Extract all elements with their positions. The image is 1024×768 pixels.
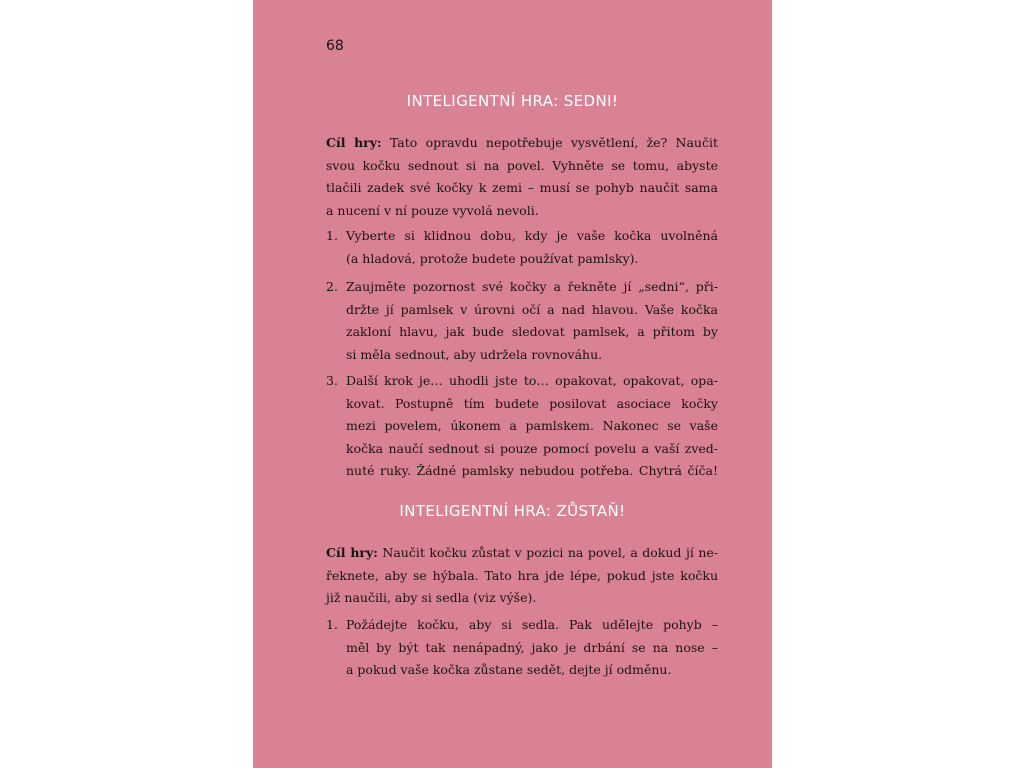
list-item-number: 3.: [326, 373, 338, 388]
goal-label: Cíl hry:: [326, 545, 378, 560]
list-item-number: 1.: [326, 617, 338, 632]
goal-line: tlačili zadek své kočky k zemi – musí se pohyb naučit sama: [326, 180, 718, 195]
list-item-text: Vyberte si klidnou dobu, kdy je vaše kočka uvolněná (a hladová, protože budete používat pamlsky).: [346, 228, 718, 266]
goal-label: Cíl hry:: [326, 135, 382, 150]
list-item-text: Další krok je… uhodli jste to… opakovat, opakovat, opa- kovat. Postupně tím budete posilovat asociace kočky mezi povelem, úkonem a pamlskem. Nakonec se vaše kočka naučí sednout si pouze pomocí povelu a vaší zved- nuté ruky. Žádné pamlsky nebudou potřeba. Chytrá číča!: [346, 373, 718, 478]
list-item-text: Zaujměte pozornost své kočky a řekněte jí „sedni“, při- držte jí pamlsek v úrovni očí a nad hlavou. Vaše kočka zakloní hlavu, jak bude sledovat pamlsek, a přitom by si měla sednout, aby udržela rovnováhu.: [346, 279, 718, 362]
page-number: 68: [326, 38, 344, 54]
goal-paragraph-stay: [326, 542, 718, 610]
list-item-text: Požádejte kočku, aby si sedla. Pak udělejte pohyb – měl by být tak nenápadný, jako je drbání se na nose – a pokud vaše kočka zůstane sedět, dejte jí odměnu.: [346, 617, 718, 677]
book-page: [253, 0, 772, 768]
goal-line: již naučili, aby si sedla (viz výše).: [326, 590, 537, 605]
section-heading-sit: INTELIGENTNÍ HRA: SEDNI!: [406, 92, 619, 110]
goal-line: Cíl hry: Naučit kočku zůstat v pozici na povel, a dokud jí ne-: [326, 545, 718, 560]
goal-line: a nucení v ní pouze vyvolá nevoli.: [326, 202, 539, 218]
list-item-number: 2.: [326, 279, 338, 294]
list-item-number: 1.: [326, 228, 338, 243]
goal-line: svou kočku sednout si na povel. Vyhněte se tomu, abyste: [326, 157, 718, 173]
goal-paragraph-sit: [326, 132, 718, 222]
goal-line: řeknete, aby se hýbala. Tato hra jde lépe, pokud jste kočku: [326, 567, 718, 583]
goal-line: Cíl hry: Tato opravdu nepotřebuje vysvětlení, že? Naučit: [326, 135, 718, 150]
section-heading-stay: INTELIGENTNÍ HRA: ZŮSTAŇ!: [399, 502, 626, 520]
